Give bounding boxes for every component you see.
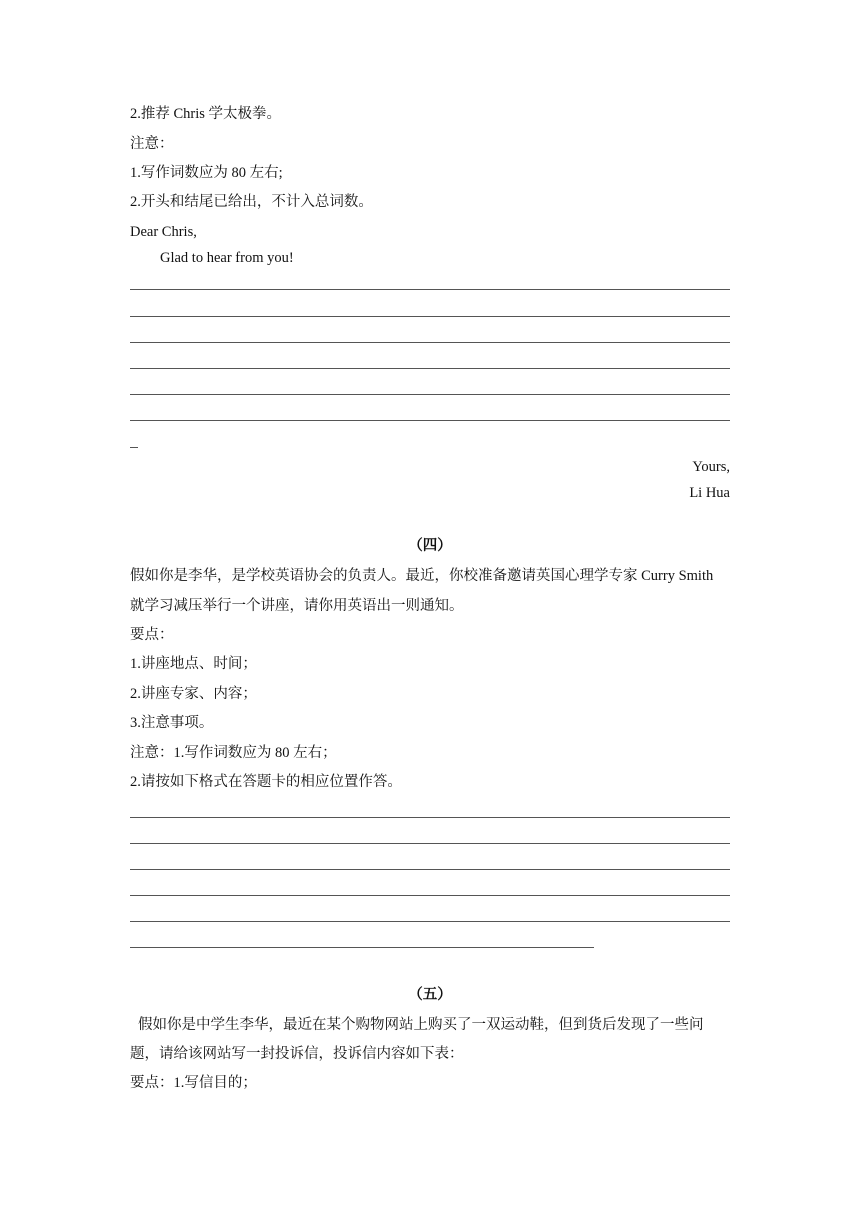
answer-line — [130, 947, 594, 948]
points-label: 要点： — [130, 627, 174, 643]
point-1: 要点：1.写信目的； — [130, 1075, 257, 1091]
note-label: 注意： — [130, 136, 174, 152]
answer-line — [130, 895, 730, 896]
answer-line — [130, 368, 730, 369]
answer-line — [130, 289, 730, 290]
prompt-line-1: 假如你是李华，是学校英语协会的负责人。最近，你校准备邀请英国心理学专家 Curry Smith — [130, 568, 714, 584]
point-3: 3.注意事项。 — [130, 715, 214, 731]
prompt-line-2: 就学习减压举行一个讲座，请你用英语出一则通知。 — [130, 598, 464, 614]
letter-opening: Glad to hear from you! — [160, 250, 294, 266]
point-2: 2.讲座专家、内容； — [130, 686, 257, 702]
note-2: 2.请按如下格式在答题卡的相应位置作答。 — [130, 774, 402, 790]
prompt-line-2: 题，请给该网站写一封投诉信，投诉信内容如下表： — [130, 1046, 464, 1062]
answer-line — [130, 921, 730, 922]
note-1: 1.写作词数应为 80 左右; — [130, 165, 283, 181]
answer-line — [130, 817, 730, 818]
letter-greeting: Dear Chris, — [130, 224, 197, 240]
answer-line — [130, 342, 730, 343]
point-1: 1.讲座地点、时间； — [130, 656, 257, 672]
answer-line — [130, 316, 730, 317]
answer-line-stub — [130, 447, 138, 448]
answer-line — [130, 843, 730, 844]
section-heading-4: （四） — [408, 538, 452, 554]
section-heading-5: （五） — [408, 987, 452, 1003]
answer-line — [130, 394, 730, 395]
note-1: 注意：1.写作词数应为 80 左右； — [130, 745, 337, 761]
prompt-line-1: 假如你是中学生李华，最近在某个购物网站上购买了一双运动鞋，但到货后发现了一些问 — [138, 1017, 704, 1033]
requirement-2: 2.推荐 Chris 学太极拳。 — [130, 106, 282, 122]
answer-line — [130, 420, 730, 421]
note-2: 2.开头和结尾已给出，不计入总词数。 — [130, 194, 373, 210]
letter-closing: Yours, — [692, 459, 730, 475]
letter-signature: Li Hua — [689, 485, 730, 501]
answer-line — [130, 869, 730, 870]
